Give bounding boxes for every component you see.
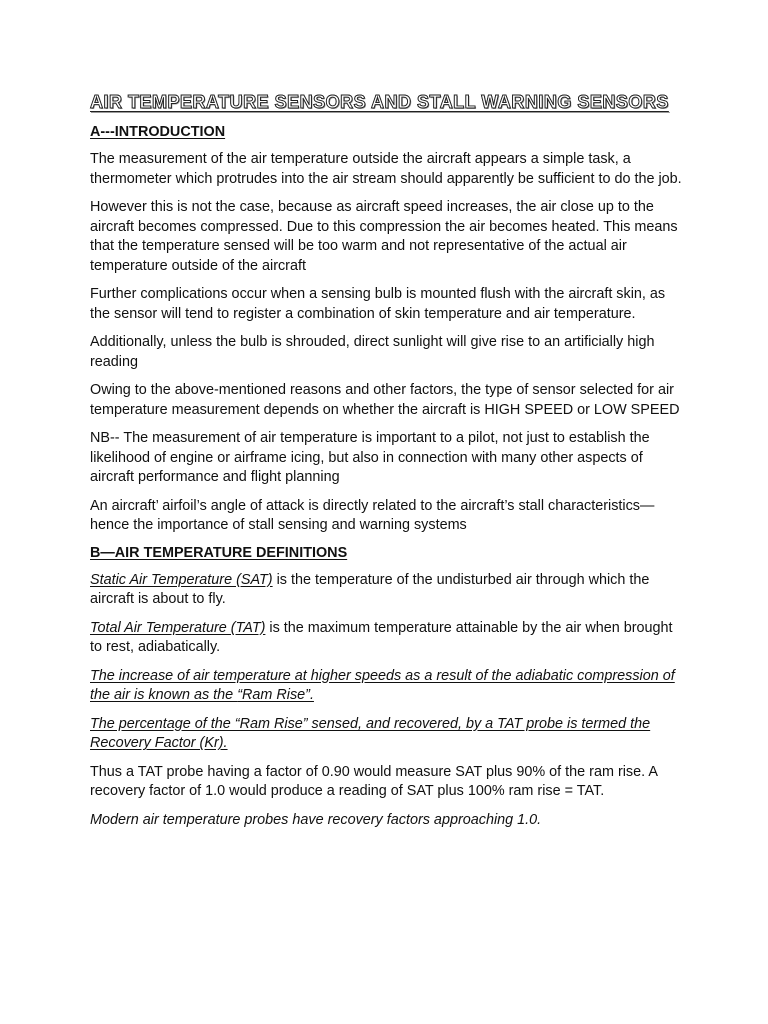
document-title: AIR TEMPERATURE SENSORS AND STALL WARNING SENSORS xyxy=(90,92,669,112)
intro-paragraph-3: Further complications occur when a sensing bulb is mounted flush with the aircraft skin, as the sensor will tend to register a combination of skin temperature and air temperature. xyxy=(90,286,666,322)
intro-paragraph-4: Additionally, unless the bulb is shrouded, direct sunlight will give rise to an artificially high reading xyxy=(90,334,655,370)
modern-probes-note: Modern air temperature probes have recovery factors approaching 1.0. xyxy=(90,811,542,828)
recovery-factor-example: Thus a TAT probe having a factor of 0.90 would measure SAT plus 90% of the ram rise. A recovery factor of 1.0 would produce a reading of SAT plus 100% ram rise = TAT. xyxy=(90,763,658,799)
recovery-factor-definition xyxy=(90,715,682,754)
tat-definition xyxy=(90,619,682,658)
recovery-factor-text: The percentage of the “Ram Rise” sensed, and recovered, by a TAT probe is termed the Recovery Factor (Kr). xyxy=(90,715,651,751)
sat-definition xyxy=(90,571,682,610)
intro-paragraph-5: Owing to the above-mentioned reasons and other factors, the type of sensor selected for air temperature measurement depends on whether the aircraft is HIGH SPEED or LOW SPEED xyxy=(90,382,680,418)
section-a-heading: A---INTRODUCTION xyxy=(90,124,226,140)
ram-rise-definition xyxy=(90,667,682,706)
section-b-heading: B—AIR TEMPERATURE DEFINITIONS xyxy=(90,544,348,561)
intro-paragraph-nb: NB-- The measurement of air temperature is important to a pilot, not just to establish the likelihood of engine or airframe icing, but also in connection with many other aspects of aircraft performance and flight planning xyxy=(90,430,650,485)
intro-paragraph-2: However this is not the case, because as aircraft speed increases, the air close up to the aircraft becomes compressed. Due to this compression the air becomes heated. This means that the temperature sensed will be too warm and not representative of the actual air temperature outside of the aircraft xyxy=(90,199,678,274)
document-page xyxy=(90,92,682,839)
ram-rise-text: The increase of air temperature at higher speeds as a result of the adiabatic compression of the air is known as the xyxy=(90,667,675,703)
intro-paragraph-1: The measurement of the air temperature outside the aircraft appears a simple task, a thermometer which protrudes into the air stream should apparently be sufficient to do the job. xyxy=(90,151,682,187)
tat-text: is the maximum temperature attainable by the air when brought to rest, adiabatically. xyxy=(90,619,673,655)
ram-rise-term: “Ram Rise”. xyxy=(237,687,314,703)
sat-text: is the temperature of the undisturbed air through which the aircraft is about to fly. xyxy=(90,571,650,607)
tat-term: Total Air Temperature (TAT) xyxy=(90,619,266,636)
sat-term: Static Air Temperature (SAT) xyxy=(90,571,273,588)
intro-paragraph-7: An aircraft’ airfoil’s angle of attack is directly related to the aircraft’s stall characteristics—hence the importance of stall sensing and warning systems xyxy=(90,497,655,533)
